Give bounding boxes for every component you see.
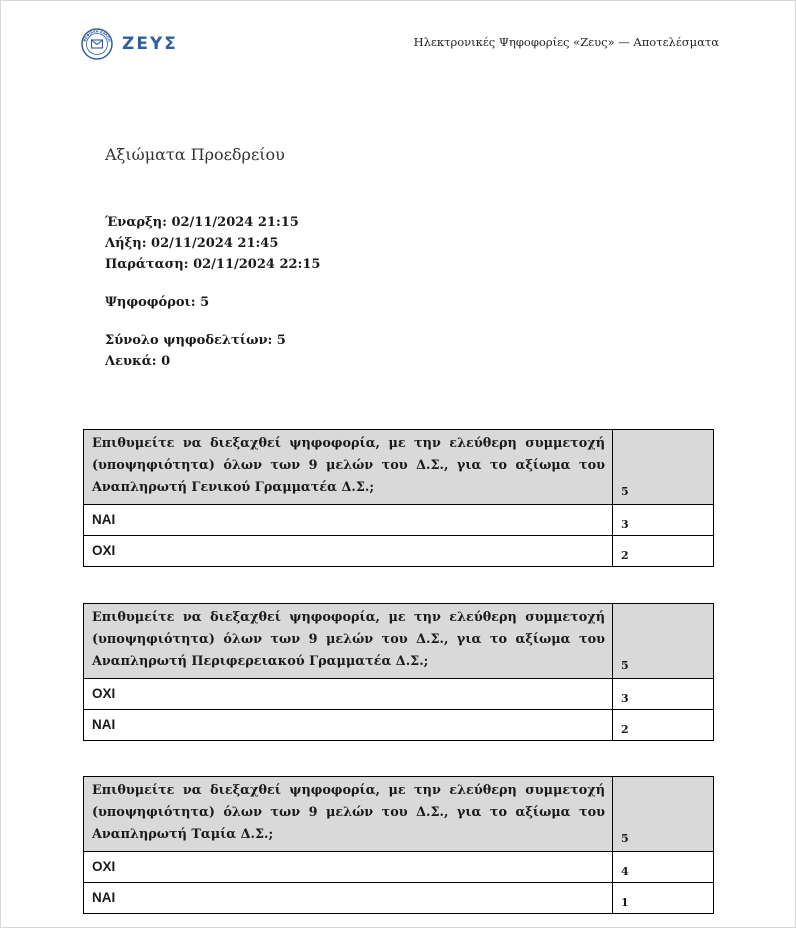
- seal-top-text: ΨΗΦΙΑΚΗ ΚΑΛΠΗ: [82, 29, 112, 43]
- answer-row: [84, 852, 714, 883]
- answer-label: ΝΑΙ: [84, 505, 613, 536]
- ballots-line: [105, 330, 286, 351]
- answer-label: ΝΑΙ: [84, 710, 613, 741]
- extension-label: Παράταση:: [105, 257, 189, 272]
- blank-value: 0: [161, 354, 171, 369]
- ballot-box-seal-icon: [81, 28, 113, 60]
- ballots-value: 5: [276, 333, 286, 348]
- question-row: [84, 777, 714, 852]
- question-table-3: [83, 776, 714, 914]
- answer-votes: 2: [613, 536, 714, 567]
- question-total: 5: [613, 604, 714, 679]
- voters-value: 5: [200, 295, 210, 310]
- start-line: [105, 212, 320, 233]
- answer-votes: 3: [613, 679, 714, 710]
- question-text: Επιθυμείτε να διεξαχθεί ψηφοφορία, με την ελεύθερη συμμετοχή (υποψηφιότητα) όλων των 9 μελών του Δ.Σ., για το αξίωμα του Αναπληρωτή Ταμία Δ.Σ.;: [84, 777, 613, 852]
- voters-line: [105, 292, 209, 313]
- question-row: [84, 604, 714, 679]
- zeus-logo: [81, 28, 178, 60]
- answer-row: [84, 710, 714, 741]
- election-dates: [105, 212, 320, 275]
- answer-votes: 3: [613, 505, 714, 536]
- answer-row: [84, 505, 714, 536]
- header-title: Ηλεκτρονικές Ψηφοφορίες «Ζευς» — Αποτελέσματα: [413, 35, 719, 49]
- question-text: Επιθυμείτε να διεξαχθεί ψηφοφορία, με την ελεύθερη συμμετοχή (υποψηφιότητα) όλων των 9 μελών του Δ.Σ., για το αξίωμα του Αναπληρωτή Περιφερειακού Γραμματέα Δ.Σ.;: [84, 604, 613, 679]
- start-value: 02/11/2024 21:15: [171, 215, 299, 230]
- logo-text: ΖΕΥΣ: [122, 34, 178, 54]
- question-total: 5: [613, 777, 714, 852]
- answer-label: ΟΧΙ: [84, 852, 613, 883]
- extension-value: 02/11/2024 22:15: [193, 257, 321, 272]
- end-value: 02/11/2024 21:45: [151, 236, 279, 251]
- question-text: Επιθυμείτε να διεξαχθεί ψηφοφορία, με την ελεύθερη συμμετοχή (υποψηφιότητα) όλων των 9 μελών του Δ.Σ., για το αξίωμα του Αναπληρωτή Γενικού Γραμματέα Δ.Σ.;: [84, 430, 613, 505]
- ballot-summary: [105, 330, 286, 372]
- end-line: [105, 233, 320, 254]
- blank-label: Λευκά:: [105, 354, 157, 369]
- answer-row: [84, 883, 714, 914]
- question-row: [84, 430, 714, 505]
- answer-label: ΝΑΙ: [84, 883, 613, 914]
- answer-label: ΟΧΙ: [84, 536, 613, 567]
- ballots-label: Σύνολο ψηφοδελτίων:: [105, 333, 273, 348]
- start-label: Έναρξη:: [105, 215, 167, 230]
- voters-label: Ψηφοφόροι:: [105, 295, 196, 310]
- answer-votes: 2: [613, 710, 714, 741]
- answer-row: [84, 679, 714, 710]
- answer-label: ΟΧΙ: [84, 679, 613, 710]
- extension-line: [105, 254, 320, 275]
- answer-votes: 4: [613, 852, 714, 883]
- document-title: Αξιώματα Προεδρείου: [105, 145, 285, 164]
- answer-row: [84, 536, 714, 567]
- question-total: 5: [613, 430, 714, 505]
- answer-votes: 1: [613, 883, 714, 914]
- svg-text:ΨΗΦΙΑΚΗ ΚΑΛΠΗ: [83, 29, 112, 42]
- question-table-2: [83, 603, 714, 741]
- end-label: Λήξη:: [105, 236, 147, 251]
- question-table-1: [83, 429, 714, 567]
- blank-line: [105, 351, 286, 372]
